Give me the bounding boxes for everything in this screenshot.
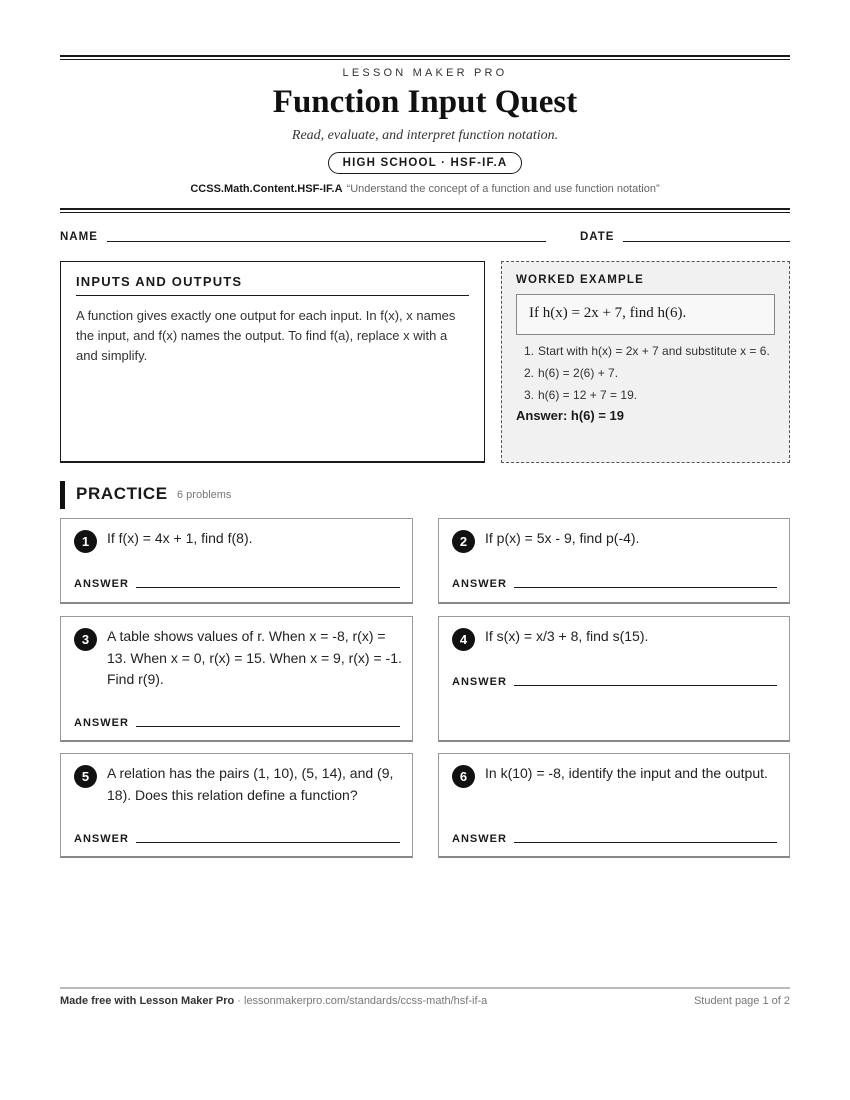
concept-heading: INPUTS AND OUTPUTS: [76, 274, 469, 296]
problem-number-badge: 4: [452, 628, 475, 651]
answer-line[interactable]: [514, 587, 777, 588]
footer-url[interactable]: · lessonmakerpro.com/standards/ccss-math/hsf-if-a: [234, 995, 488, 1007]
brand-name: LESSON MAKER PRO: [342, 67, 508, 79]
problem-card-4: [438, 616, 790, 742]
problem-text: A relation has the pairs (1, 10), (5, 14), and (9, 18). Does this relation define a function?: [107, 765, 394, 803]
worked-example-answer: Answer: h(6) = 19: [516, 408, 625, 423]
problem-card-1: [60, 518, 413, 604]
concept-box: [60, 261, 485, 463]
problem-text: A table shows values of r. When x = -8, r(x) = 13. When x = 0, r(x) = 15. When x = 9, r(x) = -1. Find r(9).: [107, 628, 402, 687]
answer-label: ANSWER: [74, 578, 129, 590]
worked-example-step: 3. h(6) = 12 + 7 = 19.: [524, 388, 638, 402]
footer-page-number: Student page 1 of 2: [693, 995, 790, 1007]
problem-card-2: [438, 518, 790, 604]
footer-credit: [60, 995, 487, 1007]
problem-number-badge: 3: [74, 628, 97, 651]
standard-code: CCSS.Math.Content.HSF-IF.A: [190, 183, 343, 195]
problem-card-5: [60, 753, 413, 858]
worksheet-title: Function Input Quest: [272, 84, 578, 120]
problem-card-6: [438, 753, 790, 858]
footer-made-with: Made free with Lesson Maker Pro: [60, 995, 235, 1007]
problem-number-badge: 6: [452, 765, 475, 788]
worked-example-box: [501, 261, 790, 463]
date-label: DATE: [580, 231, 615, 243]
answer-line[interactable]: [136, 842, 400, 843]
footer-rule: [60, 987, 790, 989]
answer-line[interactable]: [136, 726, 400, 727]
worked-example-step: 2. h(6) = 2(6) + 7.: [524, 366, 619, 380]
problem-text: If p(x) = 5x - 9, find p(-4).: [485, 530, 640, 546]
practice-accent-bar: [60, 481, 65, 509]
header-bottom-double-rule: [60, 208, 790, 213]
answer-label: ANSWER: [452, 833, 507, 845]
worked-example-heading: WORKED EXAMPLE: [516, 274, 644, 286]
answer-label: ANSWER: [452, 676, 507, 688]
practice-heading: PRACTICE: [76, 484, 168, 503]
problem-number-badge: 1: [74, 530, 97, 553]
problem-number-badge: 2: [452, 530, 475, 553]
answer-line[interactable]: [514, 685, 777, 686]
worksheet-subtitle: Read, evaluate, and interpret function notation.: [291, 128, 559, 143]
standard-description: “Understand the concept of a function and use function notation”: [346, 183, 660, 195]
name-field-line[interactable]: [107, 241, 546, 242]
answer-label: ANSWER: [452, 578, 507, 590]
concept-body: A function gives exactly one output for each input. In f(x), x names the input, and f(x) names the output. To find f(a), replace x with a and simplify.: [76, 308, 456, 363]
grade-badge: HIGH SCHOOL · HSF-IF.A: [328, 152, 523, 174]
worked-example-steps: [516, 342, 775, 404]
worked-example-prompt: If h(x) = 2x + 7, find h(6).: [516, 294, 775, 335]
top-double-rule: [60, 55, 790, 60]
problem-text: In k(10) = -8, identify the input and the output.: [485, 765, 768, 781]
answer-label: ANSWER: [74, 717, 129, 729]
practice-count: 6 problems: [177, 489, 232, 501]
answer-label: ANSWER: [74, 833, 129, 845]
problem-card-3: [60, 616, 413, 742]
problem-text: If f(x) = 4x + 1, find f(8).: [107, 530, 253, 546]
problem-number-badge: 5: [74, 765, 97, 788]
standard-line: [60, 183, 790, 195]
name-label: NAME: [60, 231, 98, 243]
date-field-line[interactable]: [623, 241, 790, 242]
worksheet-page: [60, 0, 790, 1100]
worked-example-step: 1. Start with h(x) = 2x + 7 and substitute x = 6.: [524, 344, 770, 358]
answer-line[interactable]: [136, 587, 400, 588]
answer-line[interactable]: [514, 842, 777, 843]
problem-text: If s(x) = x/3 + 8, find s(15).: [485, 628, 649, 644]
